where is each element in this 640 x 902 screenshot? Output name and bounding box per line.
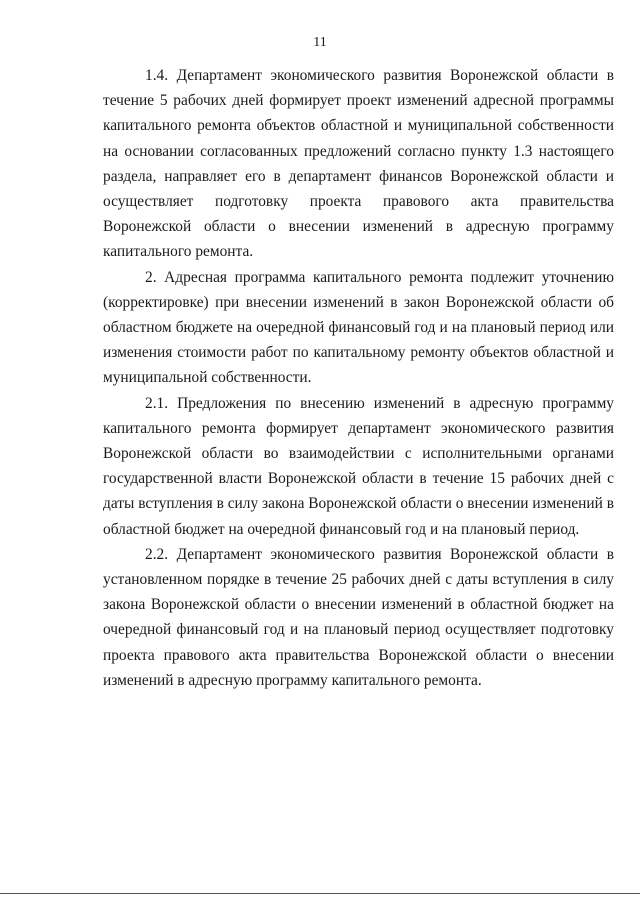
paragraph-2-2: 2.2. Департамент экономического развития Воронежской области в установленном порядке в течение 25 рабочих дней с даты вступления в силу закона Воронежской области о внесении изменений в областной бюджет на очередной финансовый год и на плановый период осуществляет подготовку проекта правового акта правительства Воронежской области о внесении изменений в адресную программу капитального ремонта.	[103, 545, 614, 689]
paragraph-2-1: 2.1. Предложения по внесению изменений в адресную программу капитального ремонта формирует департамент экономического развития Воронежской области во взаимодействии с исполнительными органами государственной власти Воронежской области в течение 15 рабочих дней с даты вступления в силу закона Воронежской области о внесении изменений в областной бюджет на очередной финансовый год и на плановый период.	[103, 394, 614, 538]
page-number: 11	[313, 35, 327, 50]
document-body	[103, 63, 614, 693]
paragraph-1-4: 1.4. Департамент экономического развития Воронежской области в течение 5 рабочих дней формирует проект изменений адресной программы капитального ремонта объектов областной и муниципальной собственности на основании согласованных предложений согласно пункту 1.3 настоящего раздела, направляет его в департамент финансов Воронежской области и осуществляет подготовку проекта правового акта правительства Воронежской области о внесении изменений в адресную программу капитального ремонта.	[103, 67, 614, 261]
scan-bottom-edge	[0, 893, 640, 894]
paragraph-2: 2. Адресная программа капитального ремонта подлежит уточнению (корректировке) при внесении изменений в закон Воронежской области об областном бюджете на очередной финансовый год и на плановый период или изменения стоимости работ по капитальному ремонту объектов областной и муниципальной собственности.	[103, 268, 614, 387]
